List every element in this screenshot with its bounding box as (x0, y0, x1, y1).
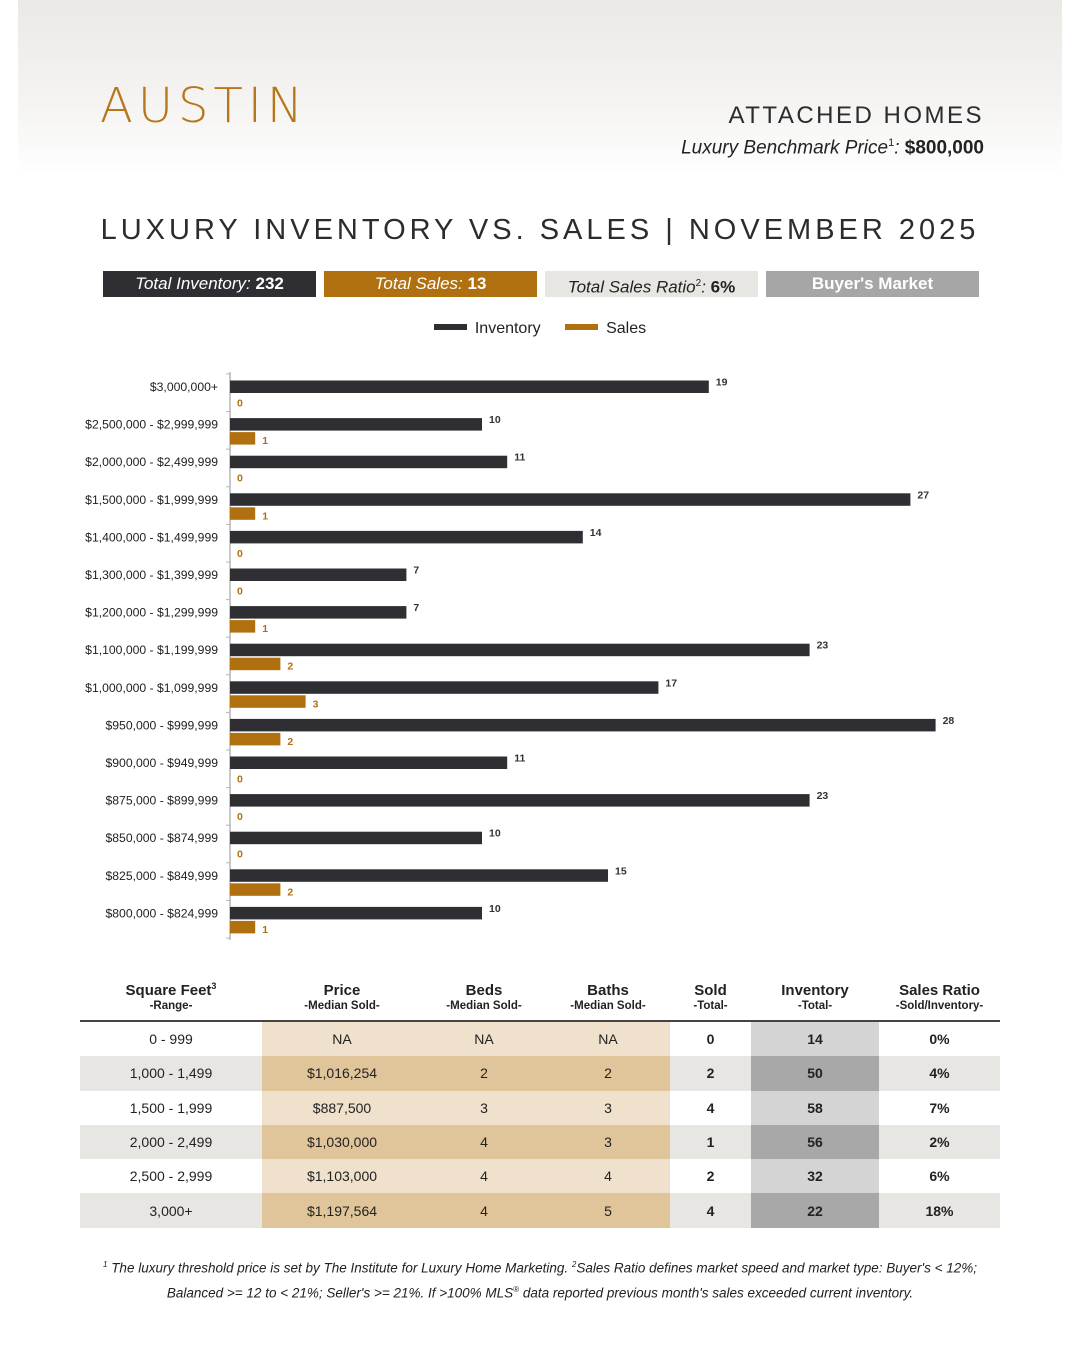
benchmark-price: Luxury Benchmark Price$^1$: $800,000 (681, 137, 984, 159)
legend-swatch-inventory (434, 324, 467, 330)
table-cell: 0 (670, 1021, 751, 1056)
column-subheader: -Total- (670, 999, 751, 1021)
sales-bar (230, 695, 306, 708)
legend-item-inventory (434, 320, 541, 338)
category-label: $3,000,000+ (149, 380, 218, 394)
benchmark-footnote-mark: 1 (888, 137, 895, 149)
table-cell: 2% (879, 1125, 1000, 1159)
summary-market-type: Buyer's Market (766, 271, 979, 297)
table-row (80, 1091, 1000, 1125)
sales-value-label: 0 (237, 397, 243, 410)
column-header (879, 975, 1000, 999)
sales-ratio-label: Total Sales Ratio (567, 277, 696, 297)
sales-value-label: 1 (262, 435, 269, 448)
column-header (751, 975, 879, 999)
sales-value-label: 0 (237, 472, 243, 485)
column-header (670, 975, 751, 999)
inventory-bar (230, 719, 936, 732)
legend-item-sales (565, 320, 646, 338)
table-cell: 0% (879, 1021, 1000, 1056)
table-cell: 7% (879, 1091, 1000, 1125)
column-header (262, 975, 422, 999)
table-cell: 2,500 - 2,999 (80, 1159, 262, 1193)
category-label: $1,400,000 - $1,499,999 (85, 530, 218, 545)
table-cell: 4 (670, 1193, 751, 1227)
category-label: $800,000 - $824,999 (105, 906, 218, 921)
table-cell: 1,500 - 1,999 (80, 1091, 262, 1125)
inventory-value-label: 10 (489, 902, 501, 915)
legend-swatch-sales (565, 324, 598, 330)
total-inventory-label: Total Inventory: (135, 274, 251, 293)
inventory-bar (230, 381, 709, 394)
sales-value-label: 0 (237, 811, 243, 824)
table-body (80, 1021, 1000, 1228)
inventory-value-label: 10 (489, 827, 501, 840)
sales-value-label: 1 (262, 510, 269, 523)
table-cell: NA (546, 1021, 670, 1056)
table-cell: 18% (879, 1193, 1000, 1227)
category-label: $900,000 - $949,999 (105, 756, 218, 770)
inventory-value-label: 7 (413, 602, 420, 615)
sales-value-label: 0 (237, 585, 243, 598)
inventory-value-label: 10 (489, 414, 501, 427)
category-label: $1,300,000 - $1,399,999 (85, 568, 218, 582)
inventory-bar (230, 757, 507, 770)
table-row (80, 1021, 1000, 1056)
table-cell: $1,197,564 (262, 1193, 422, 1227)
inventory-value-label: 17 (665, 677, 678, 690)
table-cell: 6% (879, 1159, 1000, 1193)
sales-value-label: 3 (312, 698, 319, 711)
table-cell: 0 - 999 (80, 1021, 262, 1056)
column-subheader: -Median Sold- (262, 999, 422, 1021)
summary-total-sales (324, 271, 537, 297)
table-cell: NA (422, 1021, 546, 1056)
table-cell: 4 (422, 1125, 546, 1159)
column-title: Inventory (781, 982, 849, 999)
total-sales-value: 13 (467, 274, 487, 293)
table-cell: $1,030,000 (262, 1125, 422, 1159)
inventory-bar (230, 681, 658, 694)
table-cell: $1,103,000 (262, 1159, 422, 1193)
inventory-value-label: 23 (816, 639, 829, 652)
inventory-bar (230, 907, 482, 920)
sales-value-label: 1 (262, 623, 269, 636)
column-title: Baths (587, 982, 629, 999)
table-cell: 5 (546, 1193, 670, 1227)
category-label: $875,000 - $899,999 (105, 793, 218, 808)
column-title: Sales Ratio (899, 982, 980, 999)
table-cell: 2 (422, 1056, 546, 1090)
sales-value-label: 2 (287, 886, 294, 899)
column-title: Beds (465, 982, 503, 999)
city-title: AUSTIN (100, 78, 308, 134)
column-subheader: -Median Sold- (546, 999, 670, 1021)
table-cell: 2 (670, 1056, 751, 1090)
column-subheader: -Range- (80, 999, 262, 1021)
table-cell: 2 (546, 1056, 670, 1090)
footnote-mark-1: 1 (102, 1260, 108, 1269)
summary-total-inventory (103, 271, 316, 297)
table-cell: 3 (422, 1091, 546, 1125)
category-label: $950,000 - $999,999 (105, 718, 218, 733)
column-title: Square Feet (125, 982, 212, 999)
category-label: $850,000 - $874,999 (105, 831, 218, 846)
sales-bar (230, 921, 255, 934)
table-cell: 4% (879, 1056, 1000, 1090)
legend-label-sales: Sales (606, 320, 647, 337)
category-label: $1,000,000 - $1,099,999 (85, 680, 218, 695)
inventory-sales-bar-chart (0, 360, 1080, 940)
table-cell: 1,000 - 1,499 (80, 1056, 262, 1090)
table-cell: 50 (751, 1056, 879, 1090)
table-cell: 2,000 - 2,499 (80, 1125, 262, 1159)
inventory-bar (230, 531, 583, 544)
inventory-value-label: 14 (589, 526, 602, 539)
inventory-value-label: 11 (514, 752, 526, 765)
table-cell: 3,000+ (80, 1193, 262, 1227)
inventory-bar (230, 832, 482, 845)
table-cell: $887,500 (262, 1091, 422, 1125)
inventory-bar (230, 456, 507, 469)
table-cell: NA (262, 1021, 422, 1056)
category-label: $1,500,000 - $1,999,999 (85, 492, 218, 507)
column-header (80, 975, 262, 999)
footnote-text-3a: Balanced >= 12 to < 21%; Seller's >= 21%. If >100% MLS (166, 1285, 514, 1300)
column-subheader: -Sold/Inventory- (879, 999, 1000, 1021)
property-type-subtitle: ATTACHED HOMES (728, 102, 984, 129)
inventory-value-label: 7 (413, 564, 420, 577)
table-row (80, 1159, 1000, 1193)
sales-value-label: 1 (262, 923, 269, 936)
sales-bar (230, 733, 280, 746)
sales-bar (230, 620, 255, 633)
sales-value-label: 0 (237, 848, 243, 861)
table-subheader-row (80, 999, 1000, 1021)
total-inventory-value: 232 (255, 274, 284, 293)
table-header-row (80, 975, 1000, 999)
sales-value-label: 0 (237, 773, 243, 786)
benchmark-label: Luxury Benchmark Price (681, 137, 889, 159)
legend-label-inventory: Inventory (474, 320, 541, 337)
column-subheader: -Median Sold- (422, 999, 546, 1021)
table-cell: 32 (751, 1159, 879, 1193)
inventory-value-label: 23 (816, 790, 829, 803)
inventory-value-label: 15 (615, 865, 627, 878)
table-cell: 3 (546, 1091, 670, 1125)
table-cell: 4 (670, 1091, 751, 1125)
report-title: LUXURY INVENTORY VS. SALES | NOVEMBER 2025 (100, 214, 980, 246)
table-cell: $1,016,254 (262, 1056, 422, 1090)
table-cell: 22 (751, 1193, 879, 1227)
category-label: $825,000 - $849,999 (105, 868, 218, 883)
column-footnote-mark: 3 (211, 981, 217, 991)
category-label: $1,200,000 - $1,299,999 (85, 605, 218, 620)
footnote-mark-2: 2 (571, 1260, 577, 1269)
table-cell: 56 (751, 1125, 879, 1159)
table-cell: 4 (546, 1159, 670, 1193)
column-title: Sold (694, 982, 727, 999)
table-cell: 58 (751, 1091, 879, 1125)
inventory-bar (230, 644, 810, 657)
table-row (80, 1125, 1000, 1159)
sales-value-label: 2 (287, 735, 294, 748)
benchmark-value: $800,000 (904, 137, 984, 159)
column-header (422, 975, 546, 999)
sales-ratio-value: 6% (710, 277, 736, 297)
inventory-value-label: 28 (942, 714, 955, 727)
category-label: $1,100,000 - $1,199,999 (85, 643, 218, 658)
table-cell: 3 (546, 1125, 670, 1159)
inventory-bar (230, 418, 482, 431)
table-row (80, 1056, 1000, 1090)
sales-bar (230, 658, 280, 671)
sales-ratio-footnote-mark: 2 (695, 278, 702, 289)
category-label: $2,000,000 - $2,499,999 (85, 455, 218, 470)
footnote-text-2: Sales Ratio defines market speed and market type: Buyer's < 12%; (576, 1260, 978, 1276)
header-band (18, 0, 1062, 175)
square-feet-table (80, 975, 1000, 1228)
column-title: Price (323, 982, 361, 999)
table-cell: 4 (422, 1159, 546, 1193)
summary-sales-ratio: Total Sales Ratio$^2$: 6% (545, 271, 758, 297)
inventory-value-label: 19 (715, 376, 728, 389)
table-cell: 14 (751, 1021, 879, 1056)
sales-bar (230, 432, 255, 445)
inventory-bar (230, 794, 810, 807)
footnote-text-3b: data reported previous month's sales exceeded current inventory. (522, 1285, 914, 1300)
column-header (546, 975, 670, 999)
table-cell: 4 (422, 1193, 546, 1227)
sales-bar (230, 883, 280, 896)
inventory-bar (230, 493, 910, 506)
inventory-bar (230, 606, 406, 619)
footnote (80, 1254, 1000, 1303)
inventory-bar (230, 869, 608, 882)
table-cell: 2 (670, 1159, 751, 1193)
footnote-text-1: The luxury threshold price is set by The Institute for Luxury Home Marketing. (111, 1260, 569, 1276)
sales-bar (230, 507, 255, 520)
inventory-bar (230, 569, 406, 582)
table-row (80, 1193, 1000, 1227)
sales-value-label: 2 (287, 660, 294, 673)
category-label: $2,500,000 - $2,999,999 (85, 417, 218, 432)
chart-legend (0, 320, 1080, 338)
inventory-value-label: 11 (514, 451, 526, 464)
table-cell: 1 (670, 1125, 751, 1159)
registered-mark: ® (513, 1284, 520, 1294)
inventory-value-label: 27 (917, 489, 930, 502)
total-sales-label: Total Sales: (374, 274, 463, 293)
sales-value-label: 0 (237, 547, 243, 560)
column-subheader: -Total- (751, 999, 879, 1021)
